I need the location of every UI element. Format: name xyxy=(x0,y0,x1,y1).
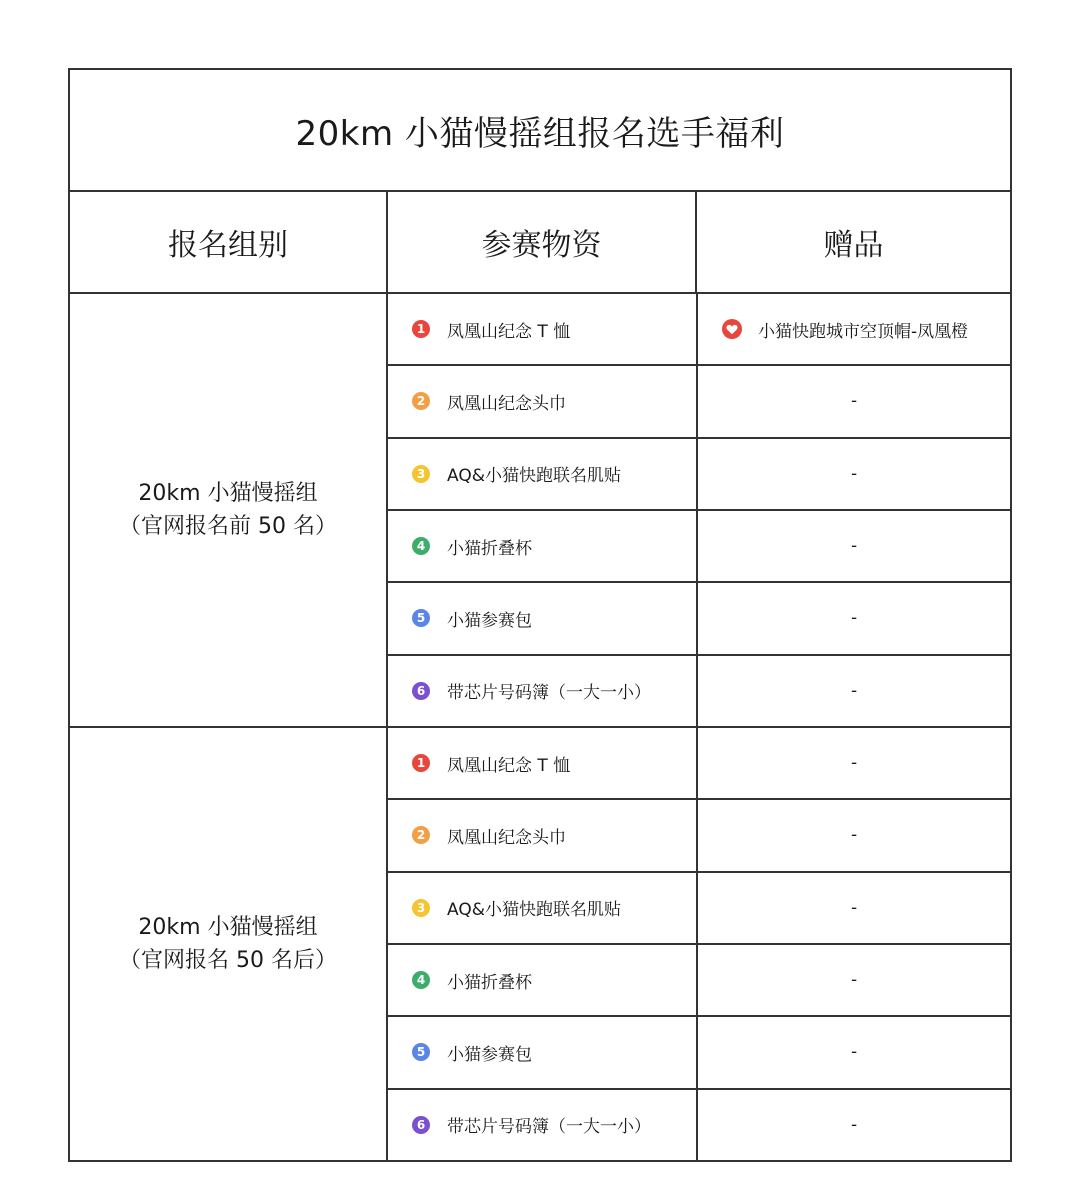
supply-label: AQ&小猫快跑联名肌贴 xyxy=(447,466,621,487)
group-rows xyxy=(386,294,1010,726)
gift-cell: - xyxy=(696,1017,1010,1087)
supply-cell xyxy=(388,583,696,653)
table-row xyxy=(388,656,1010,726)
supply-label: 小猫折叠杯 xyxy=(447,972,532,993)
group-rows xyxy=(386,728,1010,1160)
gift-cell: - xyxy=(696,366,1010,436)
group-section xyxy=(70,728,1010,1160)
table-row xyxy=(388,511,1010,583)
header-gift: 赠品 xyxy=(695,192,1010,292)
supply-cell xyxy=(388,873,696,943)
supply-cell xyxy=(388,656,696,726)
supply-cell xyxy=(388,511,696,581)
gift-cell: - xyxy=(696,656,1010,726)
supply-cell xyxy=(388,945,696,1015)
table-row xyxy=(388,294,1010,366)
table-row xyxy=(388,439,1010,511)
table-row xyxy=(388,1017,1010,1089)
supply-cell xyxy=(388,294,696,364)
supply-cell xyxy=(388,366,696,436)
table-row xyxy=(388,366,1010,438)
number-badge-icon: 1 xyxy=(412,320,430,338)
group-name-line1: 20km 小猫慢摇组 xyxy=(138,915,318,940)
supply-cell xyxy=(388,800,696,870)
supply-label: 凤凰山纪念头巾 xyxy=(447,827,566,848)
number-badge-icon: 5 xyxy=(412,609,430,627)
gift-cell: - xyxy=(696,511,1010,581)
supply-label: 小猫参赛包 xyxy=(447,610,532,631)
supply-label: 凤凰山纪念 T 恤 xyxy=(447,321,571,342)
table-row xyxy=(388,800,1010,872)
benefits-table xyxy=(68,68,1012,1162)
supply-label: 带芯片号码簿（一大一小） xyxy=(447,1117,651,1138)
gift-cell: - xyxy=(696,439,1010,509)
number-badge-icon: 4 xyxy=(412,971,430,989)
gift-cell: - xyxy=(696,800,1010,870)
number-badge-icon: 1 xyxy=(412,754,430,772)
gift-label: 小猫快跑城市空顶帽-凤凰橙 xyxy=(758,321,969,342)
table-title: 20km 小猫慢摇组报名选手福利 xyxy=(70,70,1010,192)
number-badge-icon: 4 xyxy=(412,537,430,555)
table-row xyxy=(388,1090,1010,1160)
supply-label: 凤凰山纪念头巾 xyxy=(447,393,566,414)
group-name-line1: 20km 小猫慢摇组 xyxy=(138,481,318,506)
table-row xyxy=(388,728,1010,800)
gift-cell: - xyxy=(696,873,1010,943)
supply-label: 凤凰山纪念 T 恤 xyxy=(447,755,571,776)
supply-cell xyxy=(388,1090,696,1160)
header-supplies: 参赛物资 xyxy=(386,192,695,292)
group-section xyxy=(70,294,1010,728)
supply-cell xyxy=(388,728,696,798)
number-badge-icon: 2 xyxy=(412,392,430,410)
header-group: 报名组别 xyxy=(168,228,288,263)
supply-label: AQ&小猫快跑联名肌贴 xyxy=(447,900,621,921)
group-name-cell xyxy=(70,294,386,726)
gift-cell: - xyxy=(696,728,1010,798)
group-name-line2: （官网报名前 50 名） xyxy=(119,514,337,539)
table-row xyxy=(388,945,1010,1017)
number-badge-icon: 2 xyxy=(412,826,430,844)
gift-cell xyxy=(696,294,1010,364)
gift-cell: - xyxy=(696,945,1010,1015)
number-badge-icon: 5 xyxy=(412,1043,430,1061)
number-badge-icon: 6 xyxy=(412,1116,430,1134)
gift-cell: - xyxy=(696,1090,1010,1160)
number-badge-icon: 3 xyxy=(412,465,430,483)
header-row xyxy=(70,192,1010,294)
number-badge-icon: 3 xyxy=(412,899,430,917)
heart-icon xyxy=(722,319,742,339)
table-row xyxy=(388,583,1010,655)
number-badge-icon: 6 xyxy=(412,682,430,700)
group-name-cell xyxy=(70,728,386,1160)
gift-cell: - xyxy=(696,583,1010,653)
supply-cell xyxy=(388,1017,696,1087)
table-row xyxy=(388,873,1010,945)
supply-label: 带芯片号码簿（一大一小） xyxy=(447,683,651,704)
supply-label: 小猫折叠杯 xyxy=(447,538,532,559)
supply-label: 小猫参赛包 xyxy=(447,1044,532,1065)
group-name-line2: （官网报名 50 名后） xyxy=(119,948,337,973)
supply-cell xyxy=(388,439,696,509)
